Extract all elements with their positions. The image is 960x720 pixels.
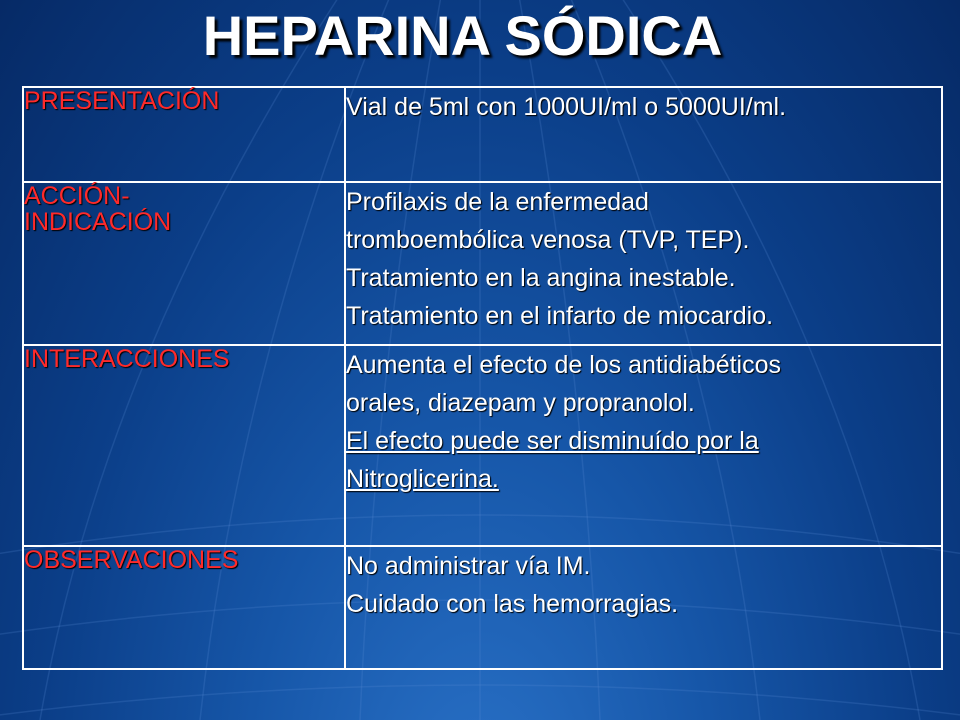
row-label-presentacion: PRESENTACIÓN bbox=[23, 87, 345, 182]
body-line: Cuidado con las hemorragias. bbox=[346, 590, 679, 618]
body-line: Tratamiento en la angina inestable. bbox=[346, 264, 736, 292]
body-line: Aumenta el efecto de los antidiabéticos bbox=[346, 351, 781, 379]
row-body-presentacion bbox=[345, 87, 942, 182]
label-line: INDICACIÓN bbox=[24, 208, 172, 236]
row-body-interacciones bbox=[345, 345, 942, 546]
row-label-accion-indicacion bbox=[23, 182, 345, 345]
body-line: Profilaxis de la enfermedad bbox=[346, 188, 649, 216]
slide-title: HEPARINA SÓDICA bbox=[202, 4, 723, 67]
table-row-observaciones bbox=[23, 546, 942, 669]
body-line: Tratamiento en el infarto de miocardio. bbox=[346, 302, 774, 330]
row-body-accion-indicacion bbox=[345, 182, 942, 345]
body-line: tromboembólica venosa (TVP, TEP). bbox=[346, 226, 750, 254]
drug-info-table bbox=[22, 86, 943, 670]
table-row-accion-indicacion bbox=[23, 182, 942, 345]
underlined-body-line: Nitroglicerina. bbox=[346, 465, 499, 493]
row-body-observaciones bbox=[345, 546, 942, 669]
table-row-presentacion bbox=[23, 87, 942, 182]
body-line: Vial de 5ml con 1000UI/ml o 5000UI/ml. bbox=[346, 93, 787, 121]
body-line: No administrar vía IM. bbox=[346, 552, 591, 580]
label-line: ACCIÓN- bbox=[24, 182, 130, 210]
table-row-interacciones bbox=[23, 345, 942, 546]
row-label-observaciones: OBSERVACIONES bbox=[23, 546, 345, 669]
underlined-body-line: El efecto puede ser disminuído por la bbox=[346, 427, 759, 455]
body-line: orales, diazepam y propranolol. bbox=[346, 389, 695, 417]
row-label-interacciones: INTERACCIONES bbox=[23, 345, 345, 546]
